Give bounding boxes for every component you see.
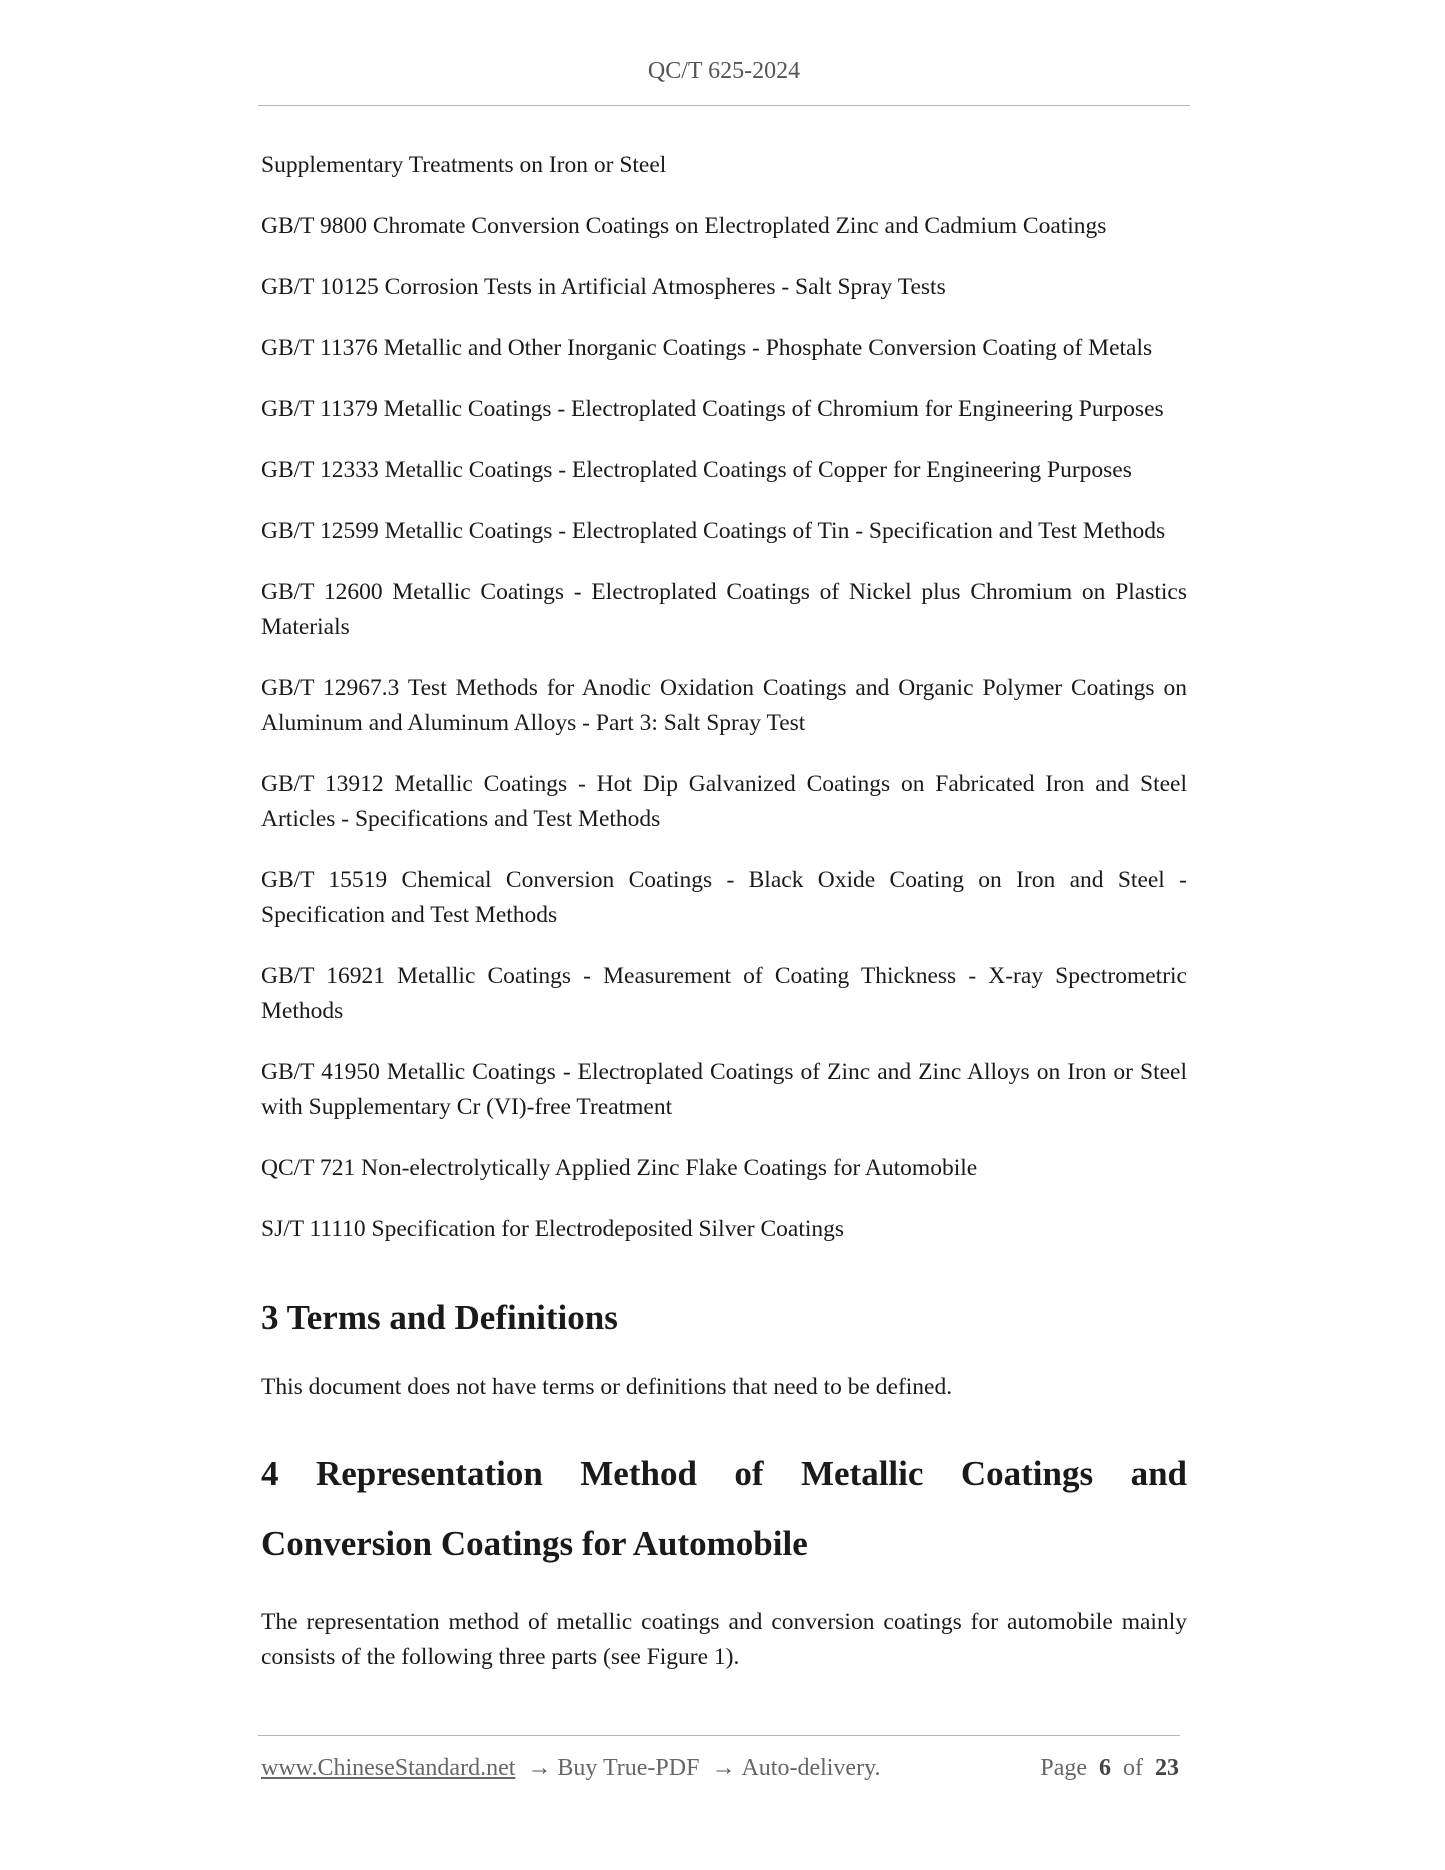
reference-item: GB/T 10125 Corrosion Tests in Artificial Atmospheres - Salt Spray Tests xyxy=(261,274,946,300)
section-3-heading: 3 Terms and Definitions xyxy=(261,1298,618,1337)
reference-item: GB/T 16921 Metallic Coatings - Measurement of Coating Thickness - X-ray Spectrometric Methods xyxy=(261,963,1187,1024)
section-3-body: This document does not have terms or definitions that need to be defined. xyxy=(261,1374,953,1400)
reference-item: GB/T 12967.3 Test Methods for Anodic Oxidation Coatings and Organic Polymer Coatings on Aluminum and Aluminum Alloys - Part 3: Salt Spray Test xyxy=(261,675,1187,736)
footer-divider xyxy=(258,1735,1180,1736)
reference-item: GB/T 9800 Chromate Conversion Coatings on Electroplated Zinc and Cadmium Coatings xyxy=(261,213,1107,239)
reference-item: GB/T 12333 Metallic Coatings - Electroplated Coatings of Copper for Engineering Purposes xyxy=(261,457,1132,483)
page-total: 23 xyxy=(1155,1755,1179,1781)
section-4-body: The representation method of metallic coatings and conversion coatings for automobile mainly consists of the following three parts (see Figure 1). xyxy=(261,1609,1187,1670)
page-label: Page xyxy=(1040,1755,1087,1781)
page-header-doc-code: QC/T 625-2024 xyxy=(647,58,801,84)
buy-true-pdf-text: Buy True-PDF xyxy=(557,1755,700,1781)
reference-item: GB/T 12599 Metallic Coatings - Electroplated Coatings of Tin - Specification and Test Methods xyxy=(261,518,1166,544)
arrow-right-icon: → xyxy=(711,1755,736,1781)
reference-item: GB/T 11376 Metallic and Other Inorganic Coatings - Phosphate Conversion Coating of Metals xyxy=(261,335,1153,361)
reference-item: GB/T 15519 Chemical Conversion Coatings - Black Oxide Coating on Iron and Steel - Specification and Test Methods xyxy=(261,867,1187,928)
reference-item: GB/T 11379 Metallic Coatings - Electroplated Coatings of Chromium for Engineering Purposes xyxy=(261,396,1164,422)
reference-item: GB/T 12600 Metallic Coatings - Electroplated Coatings of Nickel plus Chromium on Plastics Materials xyxy=(261,579,1187,640)
reference-item: Supplementary Treatments on Iron or Steel xyxy=(261,152,667,178)
page-content xyxy=(261,148,1187,1675)
reference-item: QC/T 721 Non-electrolytically Applied Zinc Flake Coatings for Automobile xyxy=(261,1155,978,1181)
arrow-right-icon: → xyxy=(527,1755,552,1781)
site-link[interactable]: www.ChineseStandard.net xyxy=(261,1755,516,1781)
auto-delivery-text: Auto-delivery. xyxy=(741,1755,881,1781)
reference-item: SJ/T 11110 Specification for Electrodeposited Silver Coatings xyxy=(261,1216,845,1242)
section-4-heading: 4 Representation Method of Metallic Coatings and Conversion Coatings for Automobile xyxy=(261,1454,1187,1563)
header-divider xyxy=(258,105,1190,106)
footer-promo xyxy=(261,1755,881,1782)
page-of-label: of xyxy=(1123,1755,1143,1781)
reference-item: GB/T 13912 Metallic Coatings - Hot Dip Galvanized Coatings on Fabricated Iron and Steel Articles - Specifications and Test Methods xyxy=(261,771,1187,832)
reference-item: GB/T 41950 Metallic Coatings - Electroplated Coatings of Zinc and Zinc Alloys on Iron or Steel with Supplementary Cr (VI)-free Treatment xyxy=(261,1059,1187,1120)
normative-references-list xyxy=(261,148,1187,1247)
page-current: 6 xyxy=(1099,1755,1111,1781)
page-number xyxy=(1040,1755,1179,1782)
